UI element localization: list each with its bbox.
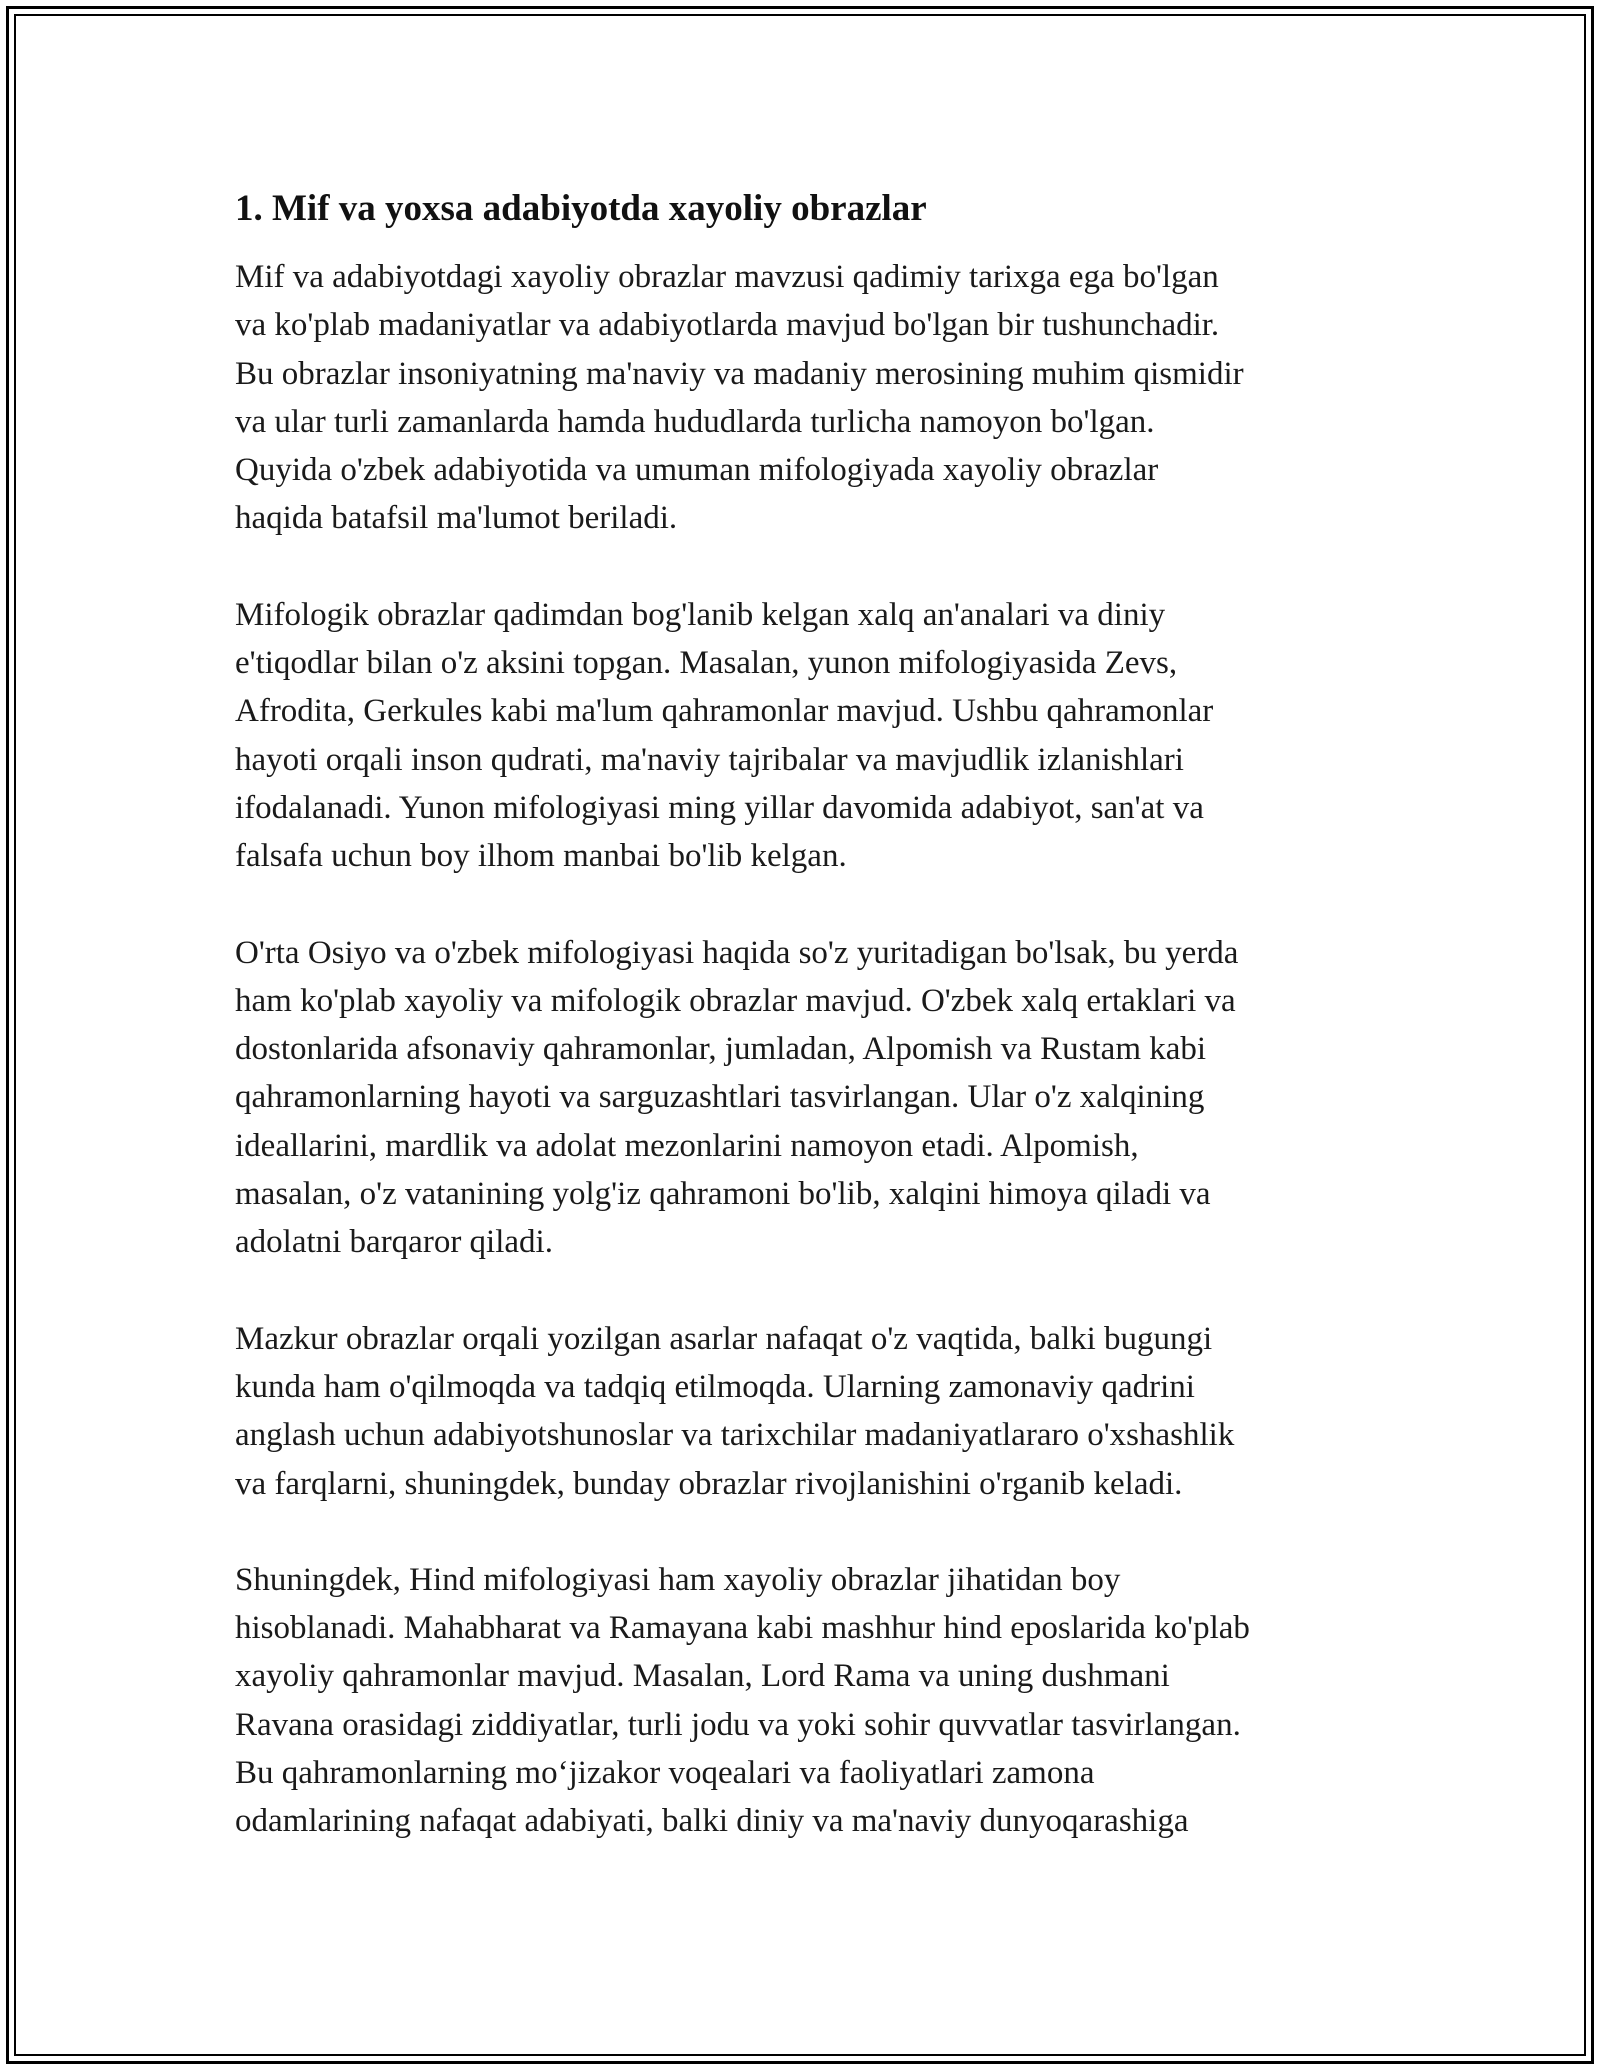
text-line: Afrodita, Gerkules kabi ma'lum qahramonlar mavjud. Ushbu qahramonlar (235, 693, 1214, 730)
text-line: O'rta Osiyo va o'zbek mifologiyasi haqida so'z yuritadigan bo'lsak, bu yerda (235, 934, 1239, 971)
text-line: Ravana orasidagi ziddiyatlar, turli jodu va yoki sohir quvvatlar tasvirlangan. (235, 1706, 1241, 1743)
text-line: hayoti orqali inson qudrati, ma'naviy tajribalar va mavjudlik izlanishlari (235, 741, 1184, 778)
text-line: Bu qahramonlarning mo‘jizakor voqealari va faoliyatlari zamona (235, 1755, 1095, 1792)
text-line: qahramonlarning hayoti va sarguzashtlari tasvirlangan. Ular o'z xalqining (235, 1079, 1205, 1116)
text-line: ideallarini, mardlik va adolat mezonlarini namoyon etadi. Alpomish, (235, 1127, 1139, 1164)
text-line: Mif va adabiyotdagi xayoliy obrazlar mavzusi qadimiy tarixga ega bo'lgan (235, 259, 1219, 295)
text-line: masalan, o'z vatanining yolg'iz qahramoni bo'lib, xalqini himoya qiladi va (235, 1176, 1211, 1213)
document-body (235, 185, 1375, 1894)
text-line: e'tiqodlar bilan o'z aksini topgan. Masalan, yunon mifologiyasida Zevs, (235, 645, 1178, 682)
paragraph-2 (235, 591, 1375, 881)
text-line: Quyida o'zbek adabiyotida va umuman mifologiyada xayoliy obrazlar (235, 452, 1159, 489)
paragraph-3 (235, 929, 1375, 1267)
document-title: 1. Mif va yoxsa adabiyotda xayoliy obrazlar (235, 188, 927, 229)
text-line: Shuningdek, Hind mifologiyasi ham xayoliy obrazlar jihatidan boy (235, 1561, 1121, 1598)
paragraph-4 (235, 1315, 1375, 1508)
text-line: falsafa uchun boy ilhom manbai bo'lib kelgan. (235, 838, 847, 875)
text-line: va ular turli zamanlarda hamda hududlarda turlicha namoyon bo'lgan. (235, 403, 1155, 440)
text-line: va ko'plab madaniyatlar va adabiyotlarda mavjud bo'lgan bir tushunchadir. (235, 307, 1220, 344)
text-line: Mazkur obrazlar orqali yozilgan asarlar nafaqat o'z vaqtida, balki bugungi (235, 1320, 1213, 1357)
text-line: ham ko'plab xayoliy va mifologik obrazlar mavjud. O'zbek xalq ertaklari va (235, 982, 1236, 1019)
text-line: Mifologik obrazlar qadimdan bog'lanib kelgan xalq an'analari va diniy (235, 596, 1166, 633)
paragraph-5 (235, 1556, 1375, 1846)
text-line: ifodalanadi. Yunon mifologiyasi ming yillar davomida adabiyot, san'at va (235, 789, 1204, 826)
text-line: Bu obrazlar insoniyatning ma'naviy va madaniy merosining muhim qismidir (235, 355, 1244, 392)
text-line: hisoblanadi. Mahabharat va Ramayana kabi mashhur hind eposlarida ko'plab (235, 1610, 1250, 1647)
text-line: adolatni barqaror qiladi. (235, 1224, 553, 1261)
text-line: haqida batafsil ma'lumot beriladi. (235, 500, 678, 537)
text-line: kunda ham o'qilmoqda va tadqiq etilmoqda. Ularning zamonaviy qadrini (235, 1368, 1195, 1405)
paragraph-1 (235, 253, 1375, 543)
text-line: anglash uchun adabiyotshunoslar va tarixchilar madaniyatlararo o'xshashlik (235, 1417, 1235, 1454)
text-line: va farqlarni, shuningdek, bunday obrazlar rivojlanishini o'rganib keladi. (235, 1465, 1183, 1502)
text-line: xayoliy qahramonlar mavjud. Masalan, Lord Rama va uning dushmani (235, 1658, 1170, 1695)
text-line: odamlarining nafaqat adabiyati, balki diniy va ma'naviy dunyoqarashiga (235, 1803, 1189, 1840)
text-line: dostonlarida afsonaviy qahramonlar, jumladan, Alpomish va Rustam kabi (235, 1031, 1207, 1068)
